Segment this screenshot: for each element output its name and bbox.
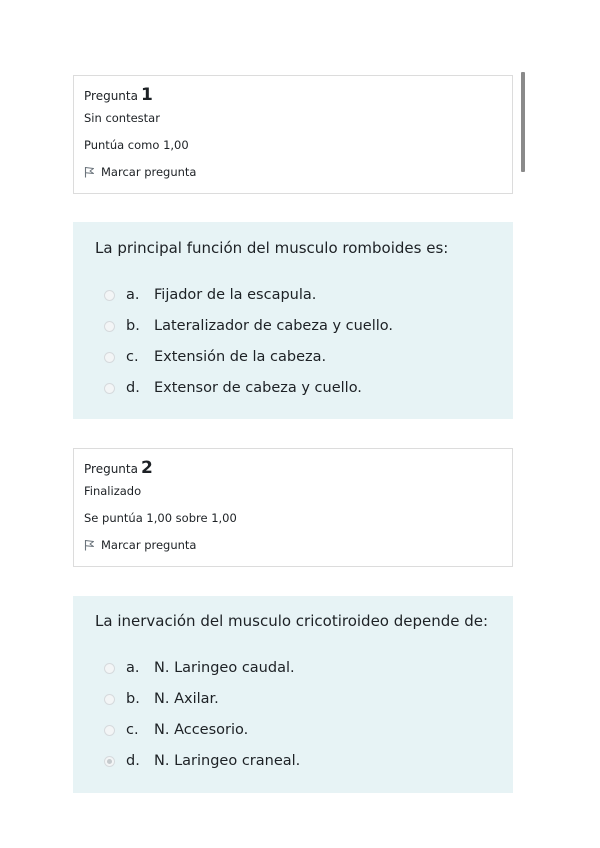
flag-icon [84,539,95,551]
answer-option-b[interactable] [104,317,393,335]
radio-button[interactable] [104,321,115,332]
answer-text: Extensión de la cabeza. [154,349,327,365]
answer-letter: c. [126,349,139,365]
radio-button[interactable] [104,663,115,674]
answer-letter: b. [126,691,140,707]
radio-button[interactable] [104,725,115,736]
question-content-1 [73,222,513,419]
flag-icon [84,166,95,178]
answer-option-b[interactable] [104,690,219,708]
flag-question-link[interactable] [84,538,502,552]
answer-letter: d. [126,753,140,769]
flag-label: Marcar pregunta [101,165,197,179]
question-number [84,84,502,106]
answer-text: Fijador de la escapula. [154,287,317,303]
flag-label: Marcar pregunta [101,538,197,552]
question-info-2 [73,448,513,567]
answer-option-a[interactable] [104,659,295,677]
question-number-value: 1 [140,85,153,105]
answer-text: N. Axilar. [154,691,219,707]
question-text: La principal función del musculo romboides es: [95,239,449,257]
question-state: Finalizado [84,484,142,498]
answer-option-a[interactable] [104,286,316,304]
answer-option-c[interactable] [104,721,248,739]
flag-question-link[interactable] [84,165,502,179]
radio-button[interactable] [104,383,115,394]
question-grade: Puntúa como 1,00 [84,138,189,152]
answer-text: N. Accesorio. [154,722,249,738]
radio-button[interactable] [104,352,115,363]
answer-text: N. Laringeo craneal. [154,753,301,769]
answer-option-d[interactable] [104,379,362,397]
question-grade: Se puntúa 1,00 sobre 1,00 [84,511,237,525]
answer-text: Extensor de cabeza y cuello. [154,380,362,396]
radio-button-selected[interactable] [104,756,115,767]
answer-letter: a. [126,287,140,303]
question-info-1 [73,75,513,194]
answer-letter: d. [126,380,140,396]
answer-letter: b. [126,318,140,334]
question-number [84,457,502,479]
question-content-2 [73,596,513,793]
question-text: La inervación del musculo cricotiroideo depende de: [95,612,489,630]
scrollbar-thumb[interactable] [521,72,525,172]
answer-text: Lateralizador de cabeza y cuello. [154,318,393,334]
question-label: Pregunta [84,89,138,103]
answer-option-c[interactable] [104,348,326,366]
question-label: Pregunta [84,462,138,476]
answer-option-d[interactable] [104,752,300,770]
answer-text: N. Laringeo caudal. [154,660,295,676]
answer-letter: a. [126,660,140,676]
answer-letter: c. [126,722,139,738]
question-state: Sin contestar [84,111,160,125]
radio-button[interactable] [104,694,115,705]
radio-button[interactable] [104,290,115,301]
question-number-value: 2 [140,458,153,478]
